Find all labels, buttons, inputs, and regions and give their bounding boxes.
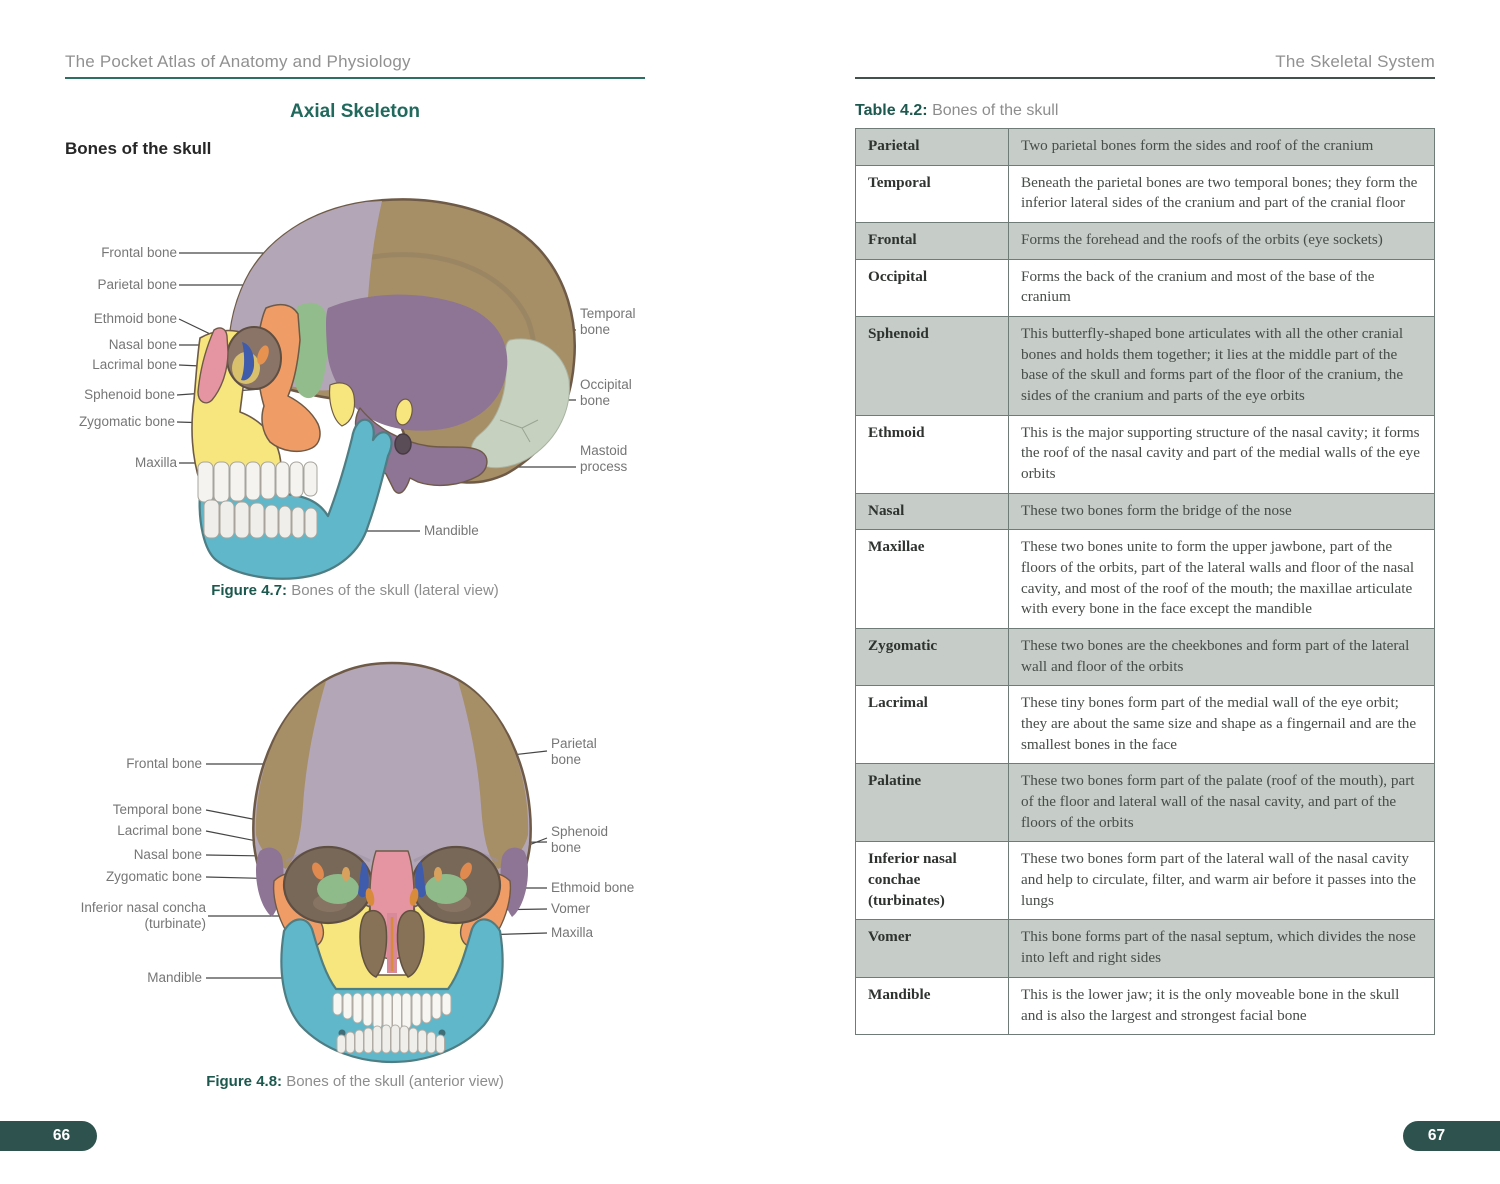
- label-nasal-bone-anterior: Nasal bone: [133, 847, 202, 862]
- label-sphenoid-bone-anterior: Sphenoid bone: [551, 824, 609, 855]
- bone-name: Palatine: [856, 764, 1009, 842]
- table-row: [856, 415, 1435, 493]
- label-frontal-bone-anterior: Frontal bone: [126, 756, 202, 771]
- bone-name: Frontal: [856, 223, 1009, 260]
- label-lacrimal-bone: Lacrimal bone: [92, 357, 177, 372]
- section-title: Axial Skeleton: [290, 101, 420, 122]
- label-zygomatic-bone: Zygomatic bone: [78, 414, 175, 429]
- page-number-right: 67: [1403, 1121, 1500, 1151]
- table-row: [856, 764, 1435, 842]
- bone-description: Forms the back of the cranium and most of the base of the cranium: [1009, 259, 1435, 316]
- bone-name: Lacrimal: [856, 686, 1009, 764]
- table-row: [856, 530, 1435, 629]
- subsection-title: Bones of the skull: [65, 139, 212, 158]
- table-row: [856, 920, 1435, 977]
- page-number-left: 66: [0, 1121, 97, 1151]
- running-header-right: The Skeletal System: [1275, 52, 1435, 71]
- table-row: [856, 842, 1435, 920]
- label-mandible-anterior: Mandible: [147, 970, 202, 985]
- table-row: [856, 686, 1435, 764]
- bone-name: Mandible: [856, 977, 1009, 1034]
- bones-of-skull-table: [855, 128, 1435, 1035]
- bone-name: Inferior nasal conchae (turbinates): [856, 842, 1009, 920]
- label-nasal-bone: Nasal bone: [108, 337, 177, 352]
- bone-name: Occipital: [856, 259, 1009, 316]
- bone-description: These two bones are the cheekbones and form part of the lateral wall and floor of the orbits: [1009, 629, 1435, 686]
- table-row: [856, 129, 1435, 166]
- bone-name: Ethmoid: [856, 415, 1009, 493]
- label-parietal-bone: Parietal bone: [97, 277, 177, 292]
- label-temporal-bone-anterior: Temporal bone: [112, 802, 202, 817]
- figure2-caption-label: Figure 4.8:: [206, 1073, 283, 1090]
- table-row: [856, 629, 1435, 686]
- label-maxilla: Maxilla: [134, 455, 177, 470]
- orbit-anterior-left: [284, 847, 372, 923]
- label-ethmoid-bone: Ethmoid bone: [93, 311, 177, 326]
- table-row: [856, 977, 1435, 1034]
- orbit-lateral: [227, 327, 281, 389]
- figure-lateral-skull: [65, 190, 645, 590]
- maxilla-tuberosity: [330, 383, 355, 426]
- table-row: [856, 165, 1435, 222]
- bone-name: Sphenoid: [856, 317, 1009, 416]
- bone-description: Two parietal bones form the sides and roof of the cranium: [1009, 129, 1435, 166]
- bone-description: These two bones form part of the lateral wall of the nasal cavity and help to circulate, filter, and warm air before it passes into the lungs: [1009, 842, 1435, 920]
- figure2-caption: [65, 1073, 645, 1090]
- bone-description: These two bones form the bridge of the nose: [1009, 493, 1435, 530]
- bone-name: Zygomatic: [856, 629, 1009, 686]
- header-rule-right: [855, 77, 1435, 79]
- label-parietal-bone-anterior: Parietal bone: [551, 736, 597, 767]
- orbit-anterior-right: [412, 847, 500, 923]
- label-mastoid-process: Mastoid process: [580, 443, 628, 474]
- ear-canal: [395, 434, 411, 454]
- bone-description: This is the lower jaw; it is the only moveable bone in the skull and is also the largest and strongest facial bone: [1009, 977, 1435, 1034]
- bone-description: This is the major supporting structure of the nasal cavity; it forms the roof of the nasal cavity and part of the medial walls of the eye orbits: [1009, 415, 1435, 493]
- bone-name: Parietal: [856, 129, 1009, 166]
- label-vomer: Vomer: [551, 901, 591, 916]
- header-rule-left: [65, 77, 645, 79]
- label-temporal-bone: Temporal bone: [580, 306, 636, 337]
- figure1-caption-text: Bones of the skull (lateral view): [287, 582, 499, 599]
- bone-description: Beneath the parietal bones are two temporal bones; they form the inferior lateral sides of the cranium and part of the cranial floor: [1009, 165, 1435, 222]
- figure1-caption: [65, 582, 645, 599]
- sphenoid-orbit-left: [317, 874, 359, 904]
- figure1-caption-label: Figure 4.7:: [211, 582, 288, 599]
- label-zygomatic-bone-anterior: Zygomatic bone: [105, 869, 202, 884]
- label-inferior-nasal-concha: Inferior nasal concha (turbinate): [80, 900, 206, 931]
- label-occipital-bone: Occipital bone: [580, 377, 632, 408]
- bone-description: This butterfly-shaped bone articulates with all the other cranial bones and holds them together; it lies at the middle part of the base of the skull and forms part of the floor of the cranium, the sides of the cranium and parts of the eye orbits: [1009, 317, 1435, 416]
- anterior-skull-illustration: [65, 655, 645, 1075]
- bone-description: This bone forms part of the nasal septum, which divides the nose into left and right sides: [1009, 920, 1435, 977]
- label-ethmoid-bone-anterior: Ethmoid bone: [551, 880, 635, 895]
- bone-name: Nasal: [856, 493, 1009, 530]
- bone-name: Temporal: [856, 165, 1009, 222]
- figure2-caption-text: Bones of the skull (anterior view): [282, 1073, 504, 1090]
- bone-name: Vomer: [856, 920, 1009, 977]
- label-frontal-bone: Frontal bone: [101, 245, 177, 260]
- table-title-label: Table 4.2:: [855, 102, 928, 119]
- bone-description: These tiny bones form part of the medial wall of the eye orbit; they are about the same size and shape as a fingernail and are the smallest bones in the face: [1009, 686, 1435, 764]
- figure-anterior-skull: [65, 655, 645, 1075]
- sphenoid-orbit-right: [425, 874, 467, 904]
- label-maxilla-anterior: Maxilla: [551, 925, 594, 940]
- running-header-left: The Pocket Atlas of Anatomy and Physiology: [65, 52, 411, 71]
- bone-description: These two bones form part of the palate (roof of the mouth), part of the floor and lateral wall of the nasal cavity, and part of the floors of the orbits: [1009, 764, 1435, 842]
- label-mandible: Mandible: [424, 523, 479, 538]
- table-row: [856, 317, 1435, 416]
- bone-description: These two bones unite to form the upper jawbone, part of the floors of the orbits, part of the lateral walls and floor of the nasal cavity, and most of the roof of the mouth; the maxillae articulate with every bone in the face except the mandible: [1009, 530, 1435, 629]
- table-row: [856, 259, 1435, 316]
- table-row: [856, 223, 1435, 260]
- table-title: [855, 102, 1058, 120]
- bone-description: Forms the forehead and the roofs of the orbits (eye sockets): [1009, 223, 1435, 260]
- table-row: [856, 493, 1435, 530]
- label-sphenoid-bone: Sphenoid bone: [84, 387, 175, 402]
- table-title-text: Bones of the skull: [927, 102, 1059, 119]
- bone-name: Maxillae: [856, 530, 1009, 629]
- upper-teeth-lateral: [198, 462, 317, 502]
- label-lacrimal-bone-anterior: Lacrimal bone: [117, 823, 202, 838]
